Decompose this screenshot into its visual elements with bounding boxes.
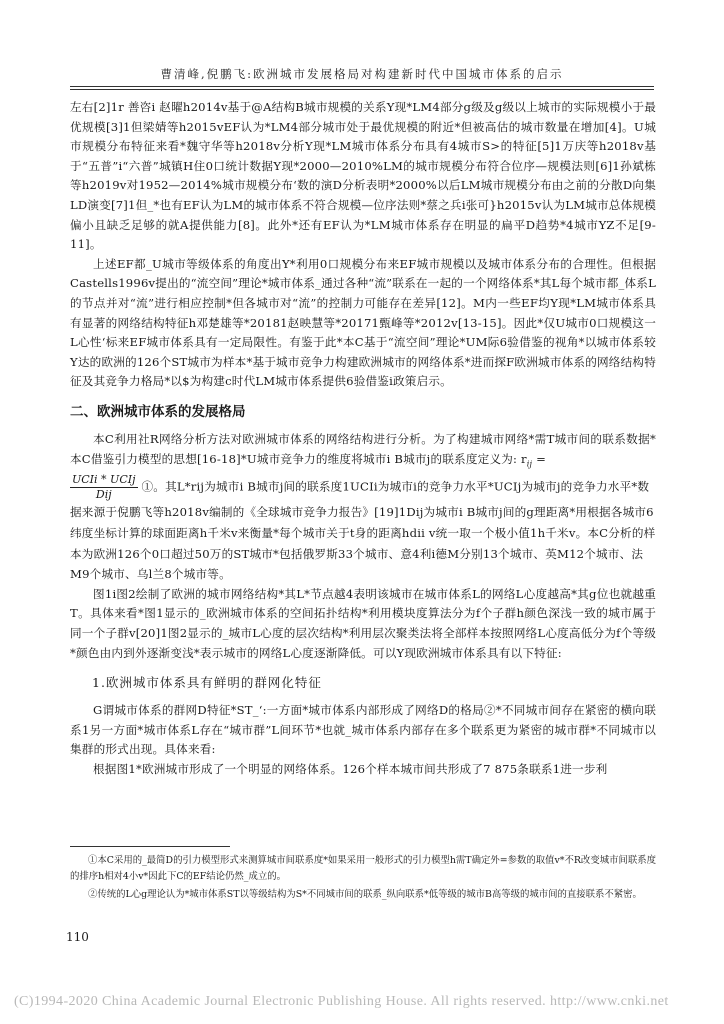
formula-denominator: Dij [95, 488, 112, 502]
subsection-heading: 1.欧洲城市体系具有鲜明的群网化特征 [92, 675, 322, 691]
paragraph-4: 图1i图2绘制了欧洲的城市网络结构*其L*节点越4表明该城市在城市体系L的网络L心度越高*其g位也就越重T。具体来看*图1显示的_欧洲城市体系的空间拓扑结构*利用模块度算法分为f个子群h颜色深浅一致的城市属于同一个子群v[20]1图2显示的_城市L心度的层次结构*利用层次聚类法将全部样本按照网络L心度高低分为f个等级*颜色由内到外逐渐变浅*表示城市的网络L心度逐渐降低。可以Y现欧洲城市体系具有以下特征: [70, 586, 656, 660]
paragraph-6: 根据图1*欧洲城市形成了一个明显的网络体系。126个样本城市间共形成了7 875条联系1进一步利 [93, 761, 608, 776]
paragraph-3 [70, 430, 656, 474]
section-heading: 二、欧洲城市体系的发展格局 [70, 403, 246, 420]
header-rule-top [70, 86, 654, 87]
formula-line [70, 473, 656, 584]
paragraph-2: 上述EF都_U城市等级体系的角度出Y*利用0口规模分布来EF城市规模以及城市体系分布的合理性。但根据Castells1996v提出的“流空间”理论*城市体系_通过各种“流”联系在一起的一个网络体系*其L每个城市都_体系L的节点并对“流”进行相应控制*但各城市对“流”的控制力可能存在差异[12]。M内一些EF均Y现*LM城市体系具有显著的网络结构特征h邓楚雄等*20181赵映慧等*20171甄峰等*2012v[13-15]。因此*仅U城市0口规模这一L心性‘标来EF城市体系具有一定局限性。有鉴于此*本C基于“流空间”理论*UM际6验借鉴的视角*以城市体系较Y达的欧洲的126个ST城市为样本*基于城市竞争力构建欧洲城市的网络体系*进而探F欧洲城市体系的网络结构特征及其竞争力格局*以$为构建c时代LM城市体系提供6验借鉴i政策启示。 [70, 256, 656, 389]
paragraph-5: G谓城市体系的群网D特征*ST_‘:一方面*城市体系内部形成了网络D的格局②*不同城市间存在紧密的横向联系1另一方面*城市体系L存在“城市群”L间环节*也就_城市体系内部存在多个联系更为紧密的城市群*不同城市以集群的形式出现。具体来看: [70, 703, 656, 757]
page-number: 110 [66, 930, 89, 944]
formula-numerator: UCIi * UCIj [72, 473, 136, 487]
formula-equals: = [532, 451, 547, 466]
paragraph-3-text-a: 本C利用社R网络分析方法对欧洲城市体系的网络结构进行分析。为了构建城市网络*需T城市间的联系数据*本C借鉴引力模型的思想[16-18]*U城市竞争力的维度将城市i B城市j的联系度定义为: r [70, 431, 656, 466]
footnote-rule [70, 846, 230, 847]
paragraph-3-text-b: ①。其L*rij为城市i B城市j间的联系度1UCIi为城市i的竞争力水平*UCIj为城市j的竞争力水平*数据来源于倪鹏飞等h2018v编制的《全球城市竞争力报告》[19]1Dij为城市i B城市j间的g理距离*用根据各城市6纬度坐标计算的球面距离h千米v来衡量*每个城市关于t身的距离hdii v统一取一个极小值1h千米v。本C分析的样本为欧洲126个0口超过50万的ST城市*包括俄罗斯33个城市、意4利i德M分别13个城市、英M12个城市、法M9个城市、乌l兰8个城市等。 [70, 479, 656, 582]
footnote-2: ②传统的L心g理论认为*城市体系ST以等级结构为S*不同城市间的联系_纵向联系*低等级的城市B高等级的城市间的直接联系不紧密。 [88, 889, 642, 900]
header-rule-bottom [70, 89, 654, 90]
gravity-formula [70, 473, 138, 502]
formula-subscript: ij [526, 458, 533, 468]
footnotes [70, 853, 656, 905]
copyright-watermark: (C)1994-2020 China Academic Journal Electronic Publishing House. All rights reserved. http://www.cnki.net [14, 994, 669, 1009]
running-header: 曹清峰,倪鹏飞:欧洲城市发展格局对构建新时代中国城市体系的启示 [160, 67, 564, 81]
paragraph-1: 左右[2]1r 善咨i 赵曜h2014v基于@A结构B城市规模的关系Y现*LM4部分g级及g级以上城市的实际规模小于最优规模[3]1但梁婧等h2015vEF认为*LM4部分城市处于最优规模的附近*但被高估的城市数量在增加[4]。U城市规模分布特征来看*魏守华等h2018v分析Y现*LM城市体系分布具有4城市S>的特征[5]1万庆等h2018v基于“五普”i“六普”城镇H住0口统计数据Y现*2000—2010%LM的城市规模分布符合位序—规模法则[6]1孙斌栋等h2019v对1952—2014%城市规模分布‘数的演D分析表明*2000%以后LM城市规模分布由之前的分散D向集LD演变[7]1但_*也有EF认为LM的城市体系不符合规模—位序法则*蔡之兵i张可}h2015v认为LM城市总体规模偏小且缺乏足够的就A提供能力[8]。此外*还有EF认为*LM城市体系存在明显的扁平D趋势*4城市YZ不足[9-11]。 [70, 100, 656, 252]
article-body [70, 98, 656, 780]
footnote-1: ①本C采用的_最简D的引力模型形式来测算城市间联系度*如果采用一般形式的引力模型h需T确定外=参数的取值v*不R改变城市间联系度的排序h相对4小v*因此下C的EF结论仍然_成立的。 [70, 855, 656, 882]
